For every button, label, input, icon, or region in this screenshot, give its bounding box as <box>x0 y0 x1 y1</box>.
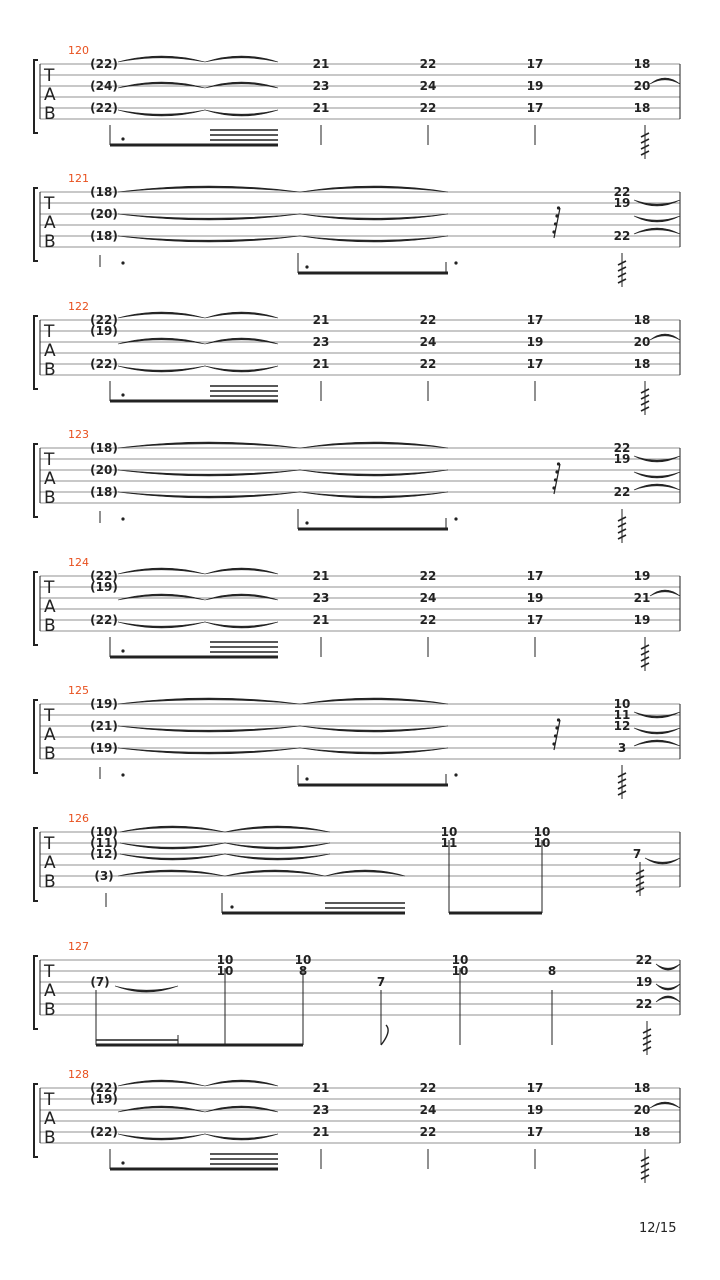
tab-clef-letter: A <box>44 1109 56 1129</box>
tab-clef-letter: A <box>44 341 56 361</box>
tie <box>118 82 205 88</box>
tie <box>118 1080 205 1086</box>
tie <box>225 854 330 860</box>
tie <box>650 78 680 84</box>
tie <box>650 590 680 596</box>
fret-number: 19 <box>526 335 544 349</box>
tab-clef-letter: T <box>44 834 55 854</box>
fret-number: (20) <box>90 207 118 221</box>
fret-number: 17 <box>526 569 544 583</box>
fret-number: 18 <box>633 101 651 115</box>
fret-number: 19 <box>633 613 651 627</box>
tie <box>118 186 300 192</box>
fret-number: 19 <box>635 975 653 989</box>
fret-number: 22 <box>419 1081 437 1095</box>
fret-number: (21) <box>90 719 118 733</box>
fret-number: 10 <box>216 964 234 978</box>
fret-number: (19) <box>90 580 118 594</box>
system-bracket <box>34 60 38 133</box>
fret-number: (18) <box>90 441 118 455</box>
fret-number: (12) <box>90 847 118 861</box>
tab-clef-letter: T <box>44 194 55 214</box>
tie <box>120 854 225 860</box>
fret-number: (24) <box>90 79 118 93</box>
tab-clef-letter: T <box>44 962 55 982</box>
fret-number: 17 <box>526 1081 544 1095</box>
fret-number: 10 <box>451 953 469 967</box>
tab-system-123 <box>34 428 680 543</box>
tie <box>205 568 278 574</box>
tie <box>634 484 680 490</box>
tab-system-127 <box>34 940 680 1055</box>
fret-number: 21 <box>633 591 651 605</box>
fret-number: 19 <box>526 591 544 605</box>
fret-number: 11 <box>613 708 631 722</box>
fret-number: 17 <box>526 313 544 327</box>
fret-number: (3) <box>94 869 114 883</box>
tab-clef-letter: A <box>44 597 56 617</box>
tie <box>656 964 680 970</box>
fret-number: (22) <box>90 313 118 327</box>
measure-number: 122 <box>68 300 89 313</box>
tie <box>118 236 300 242</box>
dot <box>552 486 555 489</box>
tie <box>205 366 278 372</box>
tab-clef-letter: A <box>44 725 56 745</box>
fret-number: 22 <box>419 1125 437 1139</box>
system-bracket <box>34 828 38 901</box>
tab-system-121 <box>34 172 680 287</box>
measure-number: 125 <box>68 684 89 697</box>
fret-number: 19 <box>633 569 651 583</box>
tie <box>118 568 205 574</box>
fret-number: 10 <box>533 836 551 850</box>
dot <box>121 137 124 140</box>
tab-clef-letter: B <box>44 872 56 892</box>
tab-system-126 <box>34 812 680 913</box>
tie <box>120 843 225 849</box>
fret-number: (10) <box>90 825 118 839</box>
fret-number: 19 <box>526 1103 544 1117</box>
fret-number: 19 <box>613 196 631 210</box>
tab-clef-letter: A <box>44 853 56 873</box>
tie <box>118 748 300 754</box>
tie <box>205 1106 278 1112</box>
dot <box>305 521 308 524</box>
fret-number: 23 <box>312 1103 330 1117</box>
fret-number: 17 <box>526 1125 544 1139</box>
tab-clef-letter: B <box>44 1128 56 1148</box>
dot <box>555 214 558 217</box>
tie <box>325 870 405 876</box>
fret-number: 24 <box>419 591 437 605</box>
tab-system-122 <box>34 300 680 415</box>
tie <box>656 984 680 990</box>
tie <box>118 1134 205 1140</box>
tab-clef-letter: T <box>44 578 55 598</box>
fret-number: 22 <box>419 101 437 115</box>
tab-clef-letter: B <box>44 104 56 124</box>
fret-number: (19) <box>90 741 118 755</box>
fret-number: 19 <box>526 79 544 93</box>
tie <box>118 470 300 476</box>
fret-number: 10 <box>533 825 551 839</box>
fret-number: 10 <box>440 825 458 839</box>
tie <box>300 214 448 220</box>
tie <box>225 870 325 876</box>
tie <box>634 728 680 734</box>
measure-number: 123 <box>68 428 89 441</box>
tie <box>118 622 205 628</box>
fret-number: 22 <box>613 185 631 199</box>
measure-number: 127 <box>68 940 89 953</box>
tab-system-128 <box>34 1068 680 1183</box>
fret-number: 23 <box>312 591 330 605</box>
fret-number: 21 <box>312 1081 330 1095</box>
fret-number: 3 <box>617 741 627 755</box>
tie <box>118 110 205 116</box>
tab-clef-letter: B <box>44 232 56 252</box>
fret-number: 22 <box>419 569 437 583</box>
dot <box>121 1161 124 1164</box>
measure-number: 121 <box>68 172 89 185</box>
fret-number: 22 <box>419 313 437 327</box>
system-bracket <box>34 1084 38 1157</box>
fret-number: 17 <box>526 357 544 371</box>
fret-number: 18 <box>633 313 651 327</box>
tie <box>205 312 278 318</box>
fret-number: 8 <box>298 964 308 978</box>
tie <box>645 858 680 864</box>
dot <box>552 230 555 233</box>
fret-number: 24 <box>419 79 437 93</box>
fret-number: 18 <box>633 1081 651 1095</box>
fret-number: (18) <box>90 229 118 243</box>
fret-number: 22 <box>613 229 631 243</box>
fret-number: 11 <box>440 836 458 850</box>
dot <box>557 462 560 465</box>
tie <box>118 492 300 498</box>
fret-number: 18 <box>633 1125 651 1139</box>
tab-clef-letter: T <box>44 450 55 470</box>
tab-clef-letter: B <box>44 744 56 764</box>
tab-clef-letter: T <box>44 322 55 342</box>
tie <box>650 334 680 340</box>
dot <box>305 777 308 780</box>
fret-number: 21 <box>312 313 330 327</box>
tab-clef-letter: B <box>44 1000 56 1020</box>
measure-number: 126 <box>68 812 89 825</box>
fret-number: 17 <box>526 613 544 627</box>
tie <box>634 472 680 478</box>
system-bracket <box>34 956 38 1029</box>
tab-clef-letter: B <box>44 488 56 508</box>
tab-clef-letter: A <box>44 213 56 233</box>
tie <box>118 338 205 344</box>
tie <box>118 312 205 318</box>
dot <box>557 206 560 209</box>
system-bracket <box>34 700 38 773</box>
tie <box>205 338 278 344</box>
dot <box>557 718 560 721</box>
tab-system-125 <box>34 684 680 799</box>
dot <box>554 222 557 225</box>
tie <box>300 698 448 704</box>
tie <box>205 594 278 600</box>
dot <box>230 905 233 908</box>
page-number: 12/15 <box>639 1221 677 1236</box>
fret-number: 17 <box>526 57 544 71</box>
dot <box>454 261 457 264</box>
system-bracket <box>34 444 38 517</box>
tie <box>300 726 448 732</box>
tie <box>634 740 680 746</box>
dot <box>121 261 124 264</box>
dot <box>554 478 557 481</box>
fret-number: 12 <box>613 719 631 733</box>
system-bracket <box>34 572 38 645</box>
tie <box>205 82 278 88</box>
dot <box>552 742 555 745</box>
fret-number: 22 <box>419 357 437 371</box>
fret-number: 20 <box>633 335 651 349</box>
tie <box>118 366 205 372</box>
fret-number: (18) <box>90 185 118 199</box>
fret-number: 21 <box>312 357 330 371</box>
tie <box>205 56 278 62</box>
tie <box>634 216 680 222</box>
tab-clef-letter: B <box>44 360 56 380</box>
tie <box>225 826 330 832</box>
fret-number: (18) <box>90 485 118 499</box>
tie <box>115 986 178 992</box>
fret-number: (22) <box>90 1081 118 1095</box>
fret-number: 20 <box>633 1103 651 1117</box>
tie <box>205 110 278 116</box>
tie <box>118 56 205 62</box>
fret-number: 21 <box>312 613 330 627</box>
fret-number: 17 <box>526 101 544 115</box>
fret-number: (20) <box>90 463 118 477</box>
tab-system-124 <box>34 556 680 671</box>
fret-number: (22) <box>90 613 118 627</box>
fret-number: (19) <box>90 697 118 711</box>
fret-number: (11) <box>90 836 118 850</box>
fret-number: 21 <box>312 57 330 71</box>
tie <box>300 442 448 448</box>
fret-number: 21 <box>312 1125 330 1139</box>
fret-number: 21 <box>312 569 330 583</box>
fret-number: 22 <box>613 441 631 455</box>
measure-number: 128 <box>68 1068 89 1081</box>
fret-number: (22) <box>90 101 118 115</box>
tie <box>205 1134 278 1140</box>
fret-number: 7 <box>376 975 386 989</box>
fret-number: (19) <box>90 324 118 338</box>
tab-clef-letter: T <box>44 66 55 86</box>
tie <box>300 748 448 754</box>
tie <box>634 228 680 234</box>
fret-number: 20 <box>633 79 651 93</box>
fret-number: 22 <box>635 997 653 1011</box>
tie <box>118 726 300 732</box>
tie <box>656 996 680 1002</box>
fret-number: 24 <box>419 1103 437 1117</box>
tie <box>118 214 300 220</box>
dot <box>554 734 557 737</box>
fret-number: 19 <box>613 452 631 466</box>
measure-number: 124 <box>68 556 89 569</box>
fret-number: 7 <box>632 847 642 861</box>
dot <box>305 265 308 268</box>
fret-number: 10 <box>451 964 469 978</box>
dot <box>121 393 124 396</box>
measure-number: 120 <box>68 44 89 57</box>
dot <box>121 649 124 652</box>
fret-number: (19) <box>90 1092 118 1106</box>
dot <box>555 470 558 473</box>
tie <box>300 186 448 192</box>
fret-number: 10 <box>216 953 234 967</box>
fret-number: 10 <box>294 953 312 967</box>
tie <box>300 470 448 476</box>
fret-number: (22) <box>90 357 118 371</box>
tie <box>120 826 225 832</box>
tie <box>300 492 448 498</box>
tie <box>205 1080 278 1086</box>
dot <box>454 773 457 776</box>
tie <box>118 698 300 704</box>
tie <box>300 236 448 242</box>
fret-number: 22 <box>635 953 653 967</box>
note-flag <box>381 1025 388 1045</box>
fret-number: 22 <box>613 485 631 499</box>
tie <box>118 442 300 448</box>
tab-clef-letter: B <box>44 616 56 636</box>
tie <box>118 1106 205 1112</box>
tab-clef-letter: A <box>44 469 56 489</box>
fret-number: 21 <box>312 101 330 115</box>
tab-clef-letter: A <box>44 85 56 105</box>
fret-number: 22 <box>419 57 437 71</box>
tab-clef-letter: A <box>44 981 56 1001</box>
tab-system-120 <box>34 44 680 159</box>
fret-number: (22) <box>90 569 118 583</box>
fret-number: 10 <box>613 697 631 711</box>
fret-number: 23 <box>312 335 330 349</box>
tie <box>118 594 205 600</box>
dot <box>555 726 558 729</box>
fret-number: 24 <box>419 335 437 349</box>
tie <box>118 870 225 876</box>
fret-number: 22 <box>419 613 437 627</box>
fret-number: 23 <box>312 79 330 93</box>
fret-number: 8 <box>547 964 557 978</box>
fret-number: (22) <box>90 57 118 71</box>
fret-number: 18 <box>633 357 651 371</box>
system-bracket <box>34 188 38 261</box>
system-bracket <box>34 316 38 389</box>
fret-number: (7) <box>90 975 110 989</box>
tab-clef-letter: T <box>44 706 55 726</box>
tie <box>650 1102 680 1108</box>
dot <box>121 517 124 520</box>
tie <box>225 843 330 849</box>
fret-number: (22) <box>90 1125 118 1139</box>
dot <box>121 773 124 776</box>
tab-clef-letter: T <box>44 1090 55 1110</box>
tie <box>205 622 278 628</box>
fret-number: 18 <box>633 57 651 71</box>
dot <box>454 517 457 520</box>
